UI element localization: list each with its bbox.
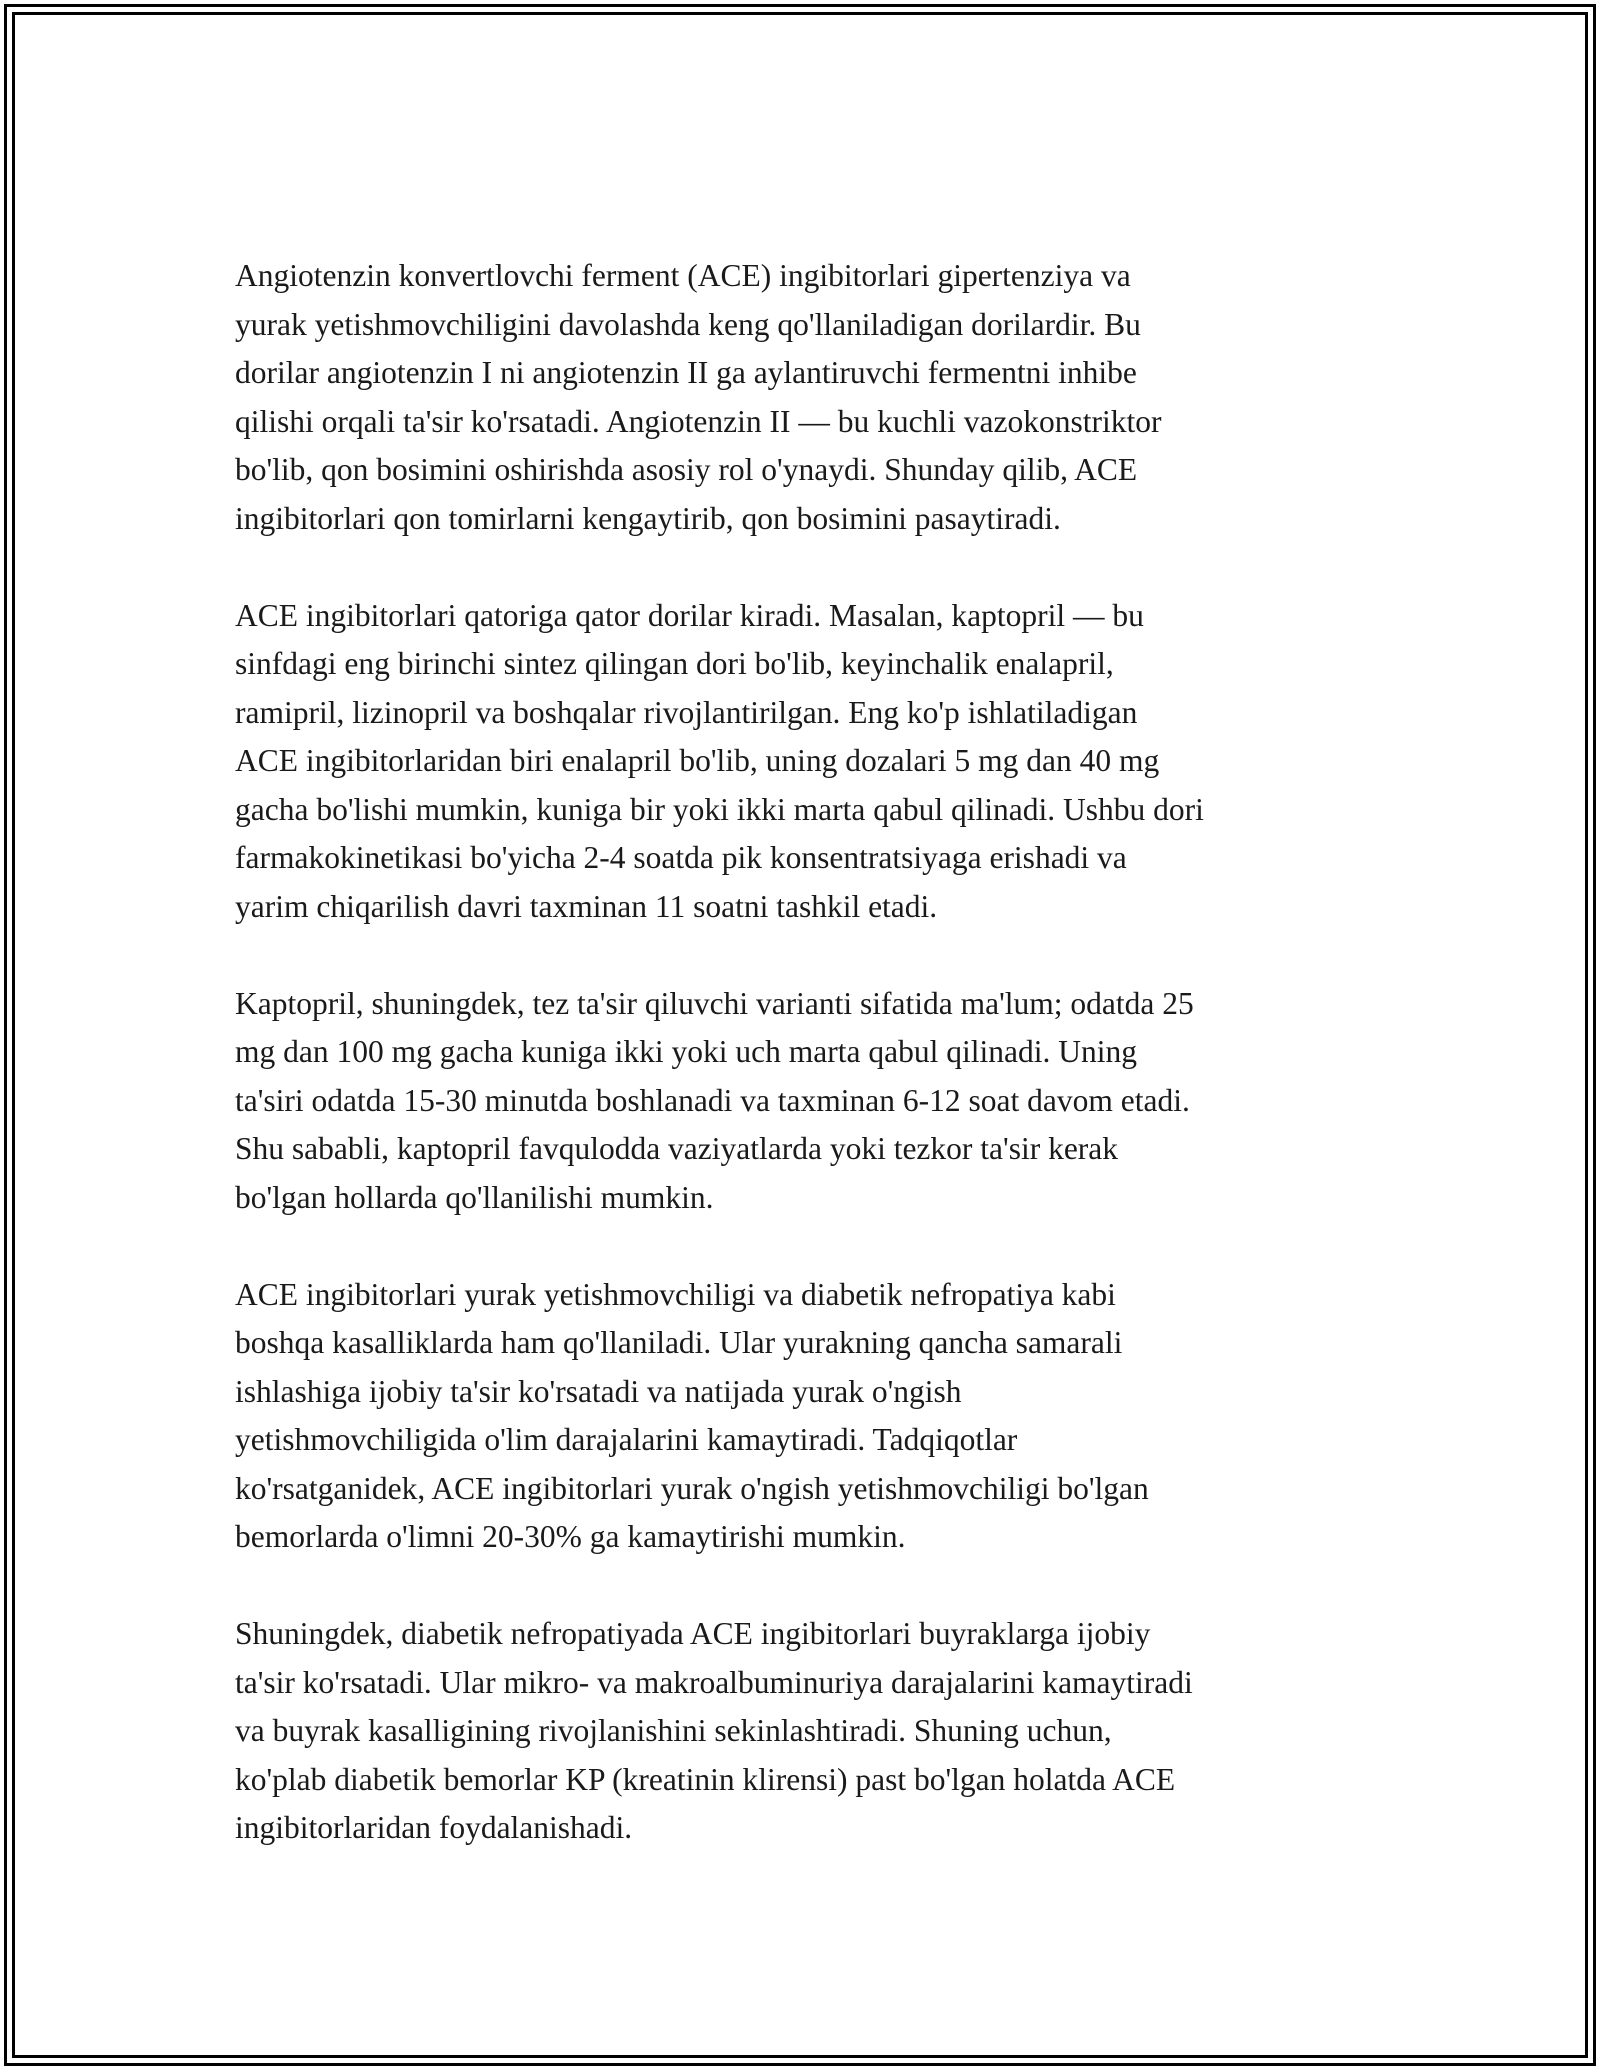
paragraph-captopril: Kaptopril, shuningdek, tez ta'sir qiluvchi varianti sifatida ma'lum; odatda 25 mg dan 100 mg gacha kuniga ikki yoki uch marta qabul qilinadi. Uning ta'siri odatda 15-30 minutda boshlanadi va taxminan 6-12 soat davom etadi. Shu sababli, kaptopril favqulodda vaziyatlarda yoki tezkor ta'sir kerak bo'lgan hollarda qo'llanilishi mumkin. (235, 985, 1194, 1215)
paragraph-diabetic-nephropathy: Shuningdek, diabetik nefropatiyada ACE ingibitorlari buyraklarga ijobiy ta'sir ko'rsatadi. Ular mikro- va makroalbuminuriya darajalarini kamaytiradi va buyrak kasalligining rivojlanishini sekinlashtiradi. Shuning uchun, ko'plab diabetik bemorlar KP (kreatinin klirensi) past bo'lgan holatda ACE ingibitorlaridan foydalanishadi. (235, 1616, 1193, 1845)
document-body (235, 252, 1375, 1901)
paragraph-ace-inhibitors-intro: Angiotenzin konvertlovchi ferment (ACE) ingibitorlari gipertenziya va yurak yetishmovchiligini davolashda keng qo'llaniladigan dorilardir. Bu dorilar angiotenzin I ni angiotenzin II ga aylantiruvchi fermentni inhibe qilishi orqali ta'sir ko'rsatadi. Angiotenzin II — bu kuchli vazokonstriktor bo'lib, qon bosimini oshirishda asosiy rol o'ynaydi. Shunday qilib, ACE ingibitorlari qon tomirlarni kengaytirib, qon bosimini pasaytiradi. (235, 258, 1162, 536)
paragraph-heart-failure: ACE ingibitorlari yurak yetishmovchiligi va diabetik nefropatiya kabi boshqa kasalliklarda ham qo'llaniladi. Ular yurakning qancha samarali ishlashiga ijobiy ta'sir ko'rsatadi va natijada yurak o'ngish yetishmovchiligida o'lim darajalarini kamaytiradi. Tadqiqotlar ko'rsatganidek, ACE ingibitorlari yurak o'ngish yetishmovchiligi bo'lgan bemorlarda o'limni 20-30% ga kamaytirishi mumkin. (235, 1276, 1149, 1554)
paragraph-ace-inhibitors-drugs: ACE ingibitorlari qatoriga qator dorilar kiradi. Masalan, kaptopril — bu sinfdagi eng birinchi sintez qilingan dori bo'lib, keyinchalik enalapril, ramipril, lizinopril va boshqalar rivojlantirilgan. Eng ko'p ishlatiladigan ACE ingibitorlaridan biri enalapril bo'lib, uning dozalari 5 mg dan 40 mg gacha bo'lishi mumkin, kuniga bir yoki ikki marta qabul qilinadi. Ushbu dori farmakokinetikasi bo'yicha 2-4 soatda pik konsentratsiyaga erishadi va yarim chiqarilish davri taxminan 11 soatni tashkil etadi. (235, 597, 1204, 924)
